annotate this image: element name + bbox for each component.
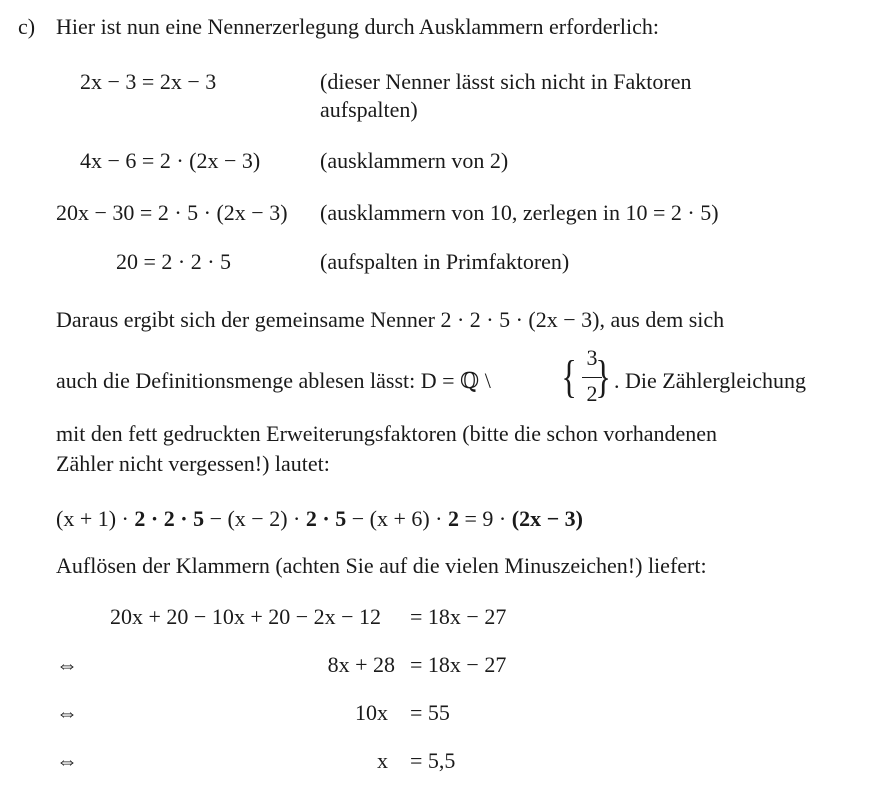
eq-part-3: − (x + 6) · [346,506,449,531]
factor-lhs-4: 20 = 2 · 2 · 5 [116,249,232,274]
section-intro: Hier ist nun eine Nennerzerlegung durch Ausklammern erforderlich: [56,14,659,39]
right-brace: } [595,351,611,402]
equivalence-icon: ⇔ [56,700,78,725]
step-2-lhs: 8x + 28 [327,652,395,677]
step-3-rhs: = 55 [410,700,450,725]
step-2-rhs: = 18x − 27 [410,652,507,677]
eq-factor-4: (2x − 3) [511,506,583,531]
eq-part-1: (x + 1) · [56,506,135,531]
factor-note-3: (ausklammern von 10, zerlegen in 10 = 2 · 5) [320,200,719,225]
left-brace: { [561,351,577,402]
eq-factor-3: 2 [448,506,460,531]
eq-factor-2: 2 · 5 [305,506,347,531]
factor-note-4: (aufspalten in Primfaktoren) [320,249,570,274]
solve-intro: Auflösen der Klammern (achten Sie auf die vielen Minuszeichen!) liefert: [56,553,707,578]
fraction-denominator: 2 [586,381,598,406]
fraction-numerator: 3 [586,345,598,370]
factor-note-1: (dieser Nenner lässt sich nicht in Faktoren [320,69,692,94]
definition-set [562,344,622,414]
equivalence-icon: ⇔ [56,748,78,773]
numerator-equation [56,506,583,532]
factor-lhs-1: 2x − 3 = 2x − 3 [80,69,217,94]
eq-factor-1: 2 · 2 · 5 [134,506,205,531]
step-1-lhs: 20x + 20 − 10x + 20 − 2x − 12 [110,604,382,629]
paragraph-line-1: Daraus ergibt sich der gemeinsame Nenner 2 · 2 · 5 · (2x − 3), aus dem sich [56,307,725,332]
step-4-rhs: = 5,5 [410,748,456,773]
paragraph-line-3: mit den fett gedruckten Erweiterungsfaktoren (bitte die schon vorhandenen [56,421,717,446]
step-3-lhs: 10x [355,700,388,725]
factor-lhs-2: 4x − 6 = 2 · (2x − 3) [80,148,261,173]
step-1-rhs: = 18x − 27 [410,604,507,629]
paragraph-line-2-pre: auch die Definitionsmenge ablesen lässt: D = ℚ \ [56,368,491,393]
factor-lhs-3: 20x − 30 = 2 · 5 · (2x − 3) [56,200,288,225]
step-4-lhs: x [377,748,388,773]
paragraph-line-4: Zähler nicht vergessen!) lautet: [56,451,330,476]
section-label: c) [18,14,36,39]
paragraph-line-2-post: . Die Zählergleichung [614,368,807,393]
eq-part-4: = 9 · [459,506,512,531]
factor-note-2: (ausklammern von 2) [320,148,509,173]
eq-part-2: − (x − 2) · [204,506,306,531]
equivalence-icon: ⇔ [56,652,78,677]
factor-note-1b: aufspalten) [320,97,418,122]
